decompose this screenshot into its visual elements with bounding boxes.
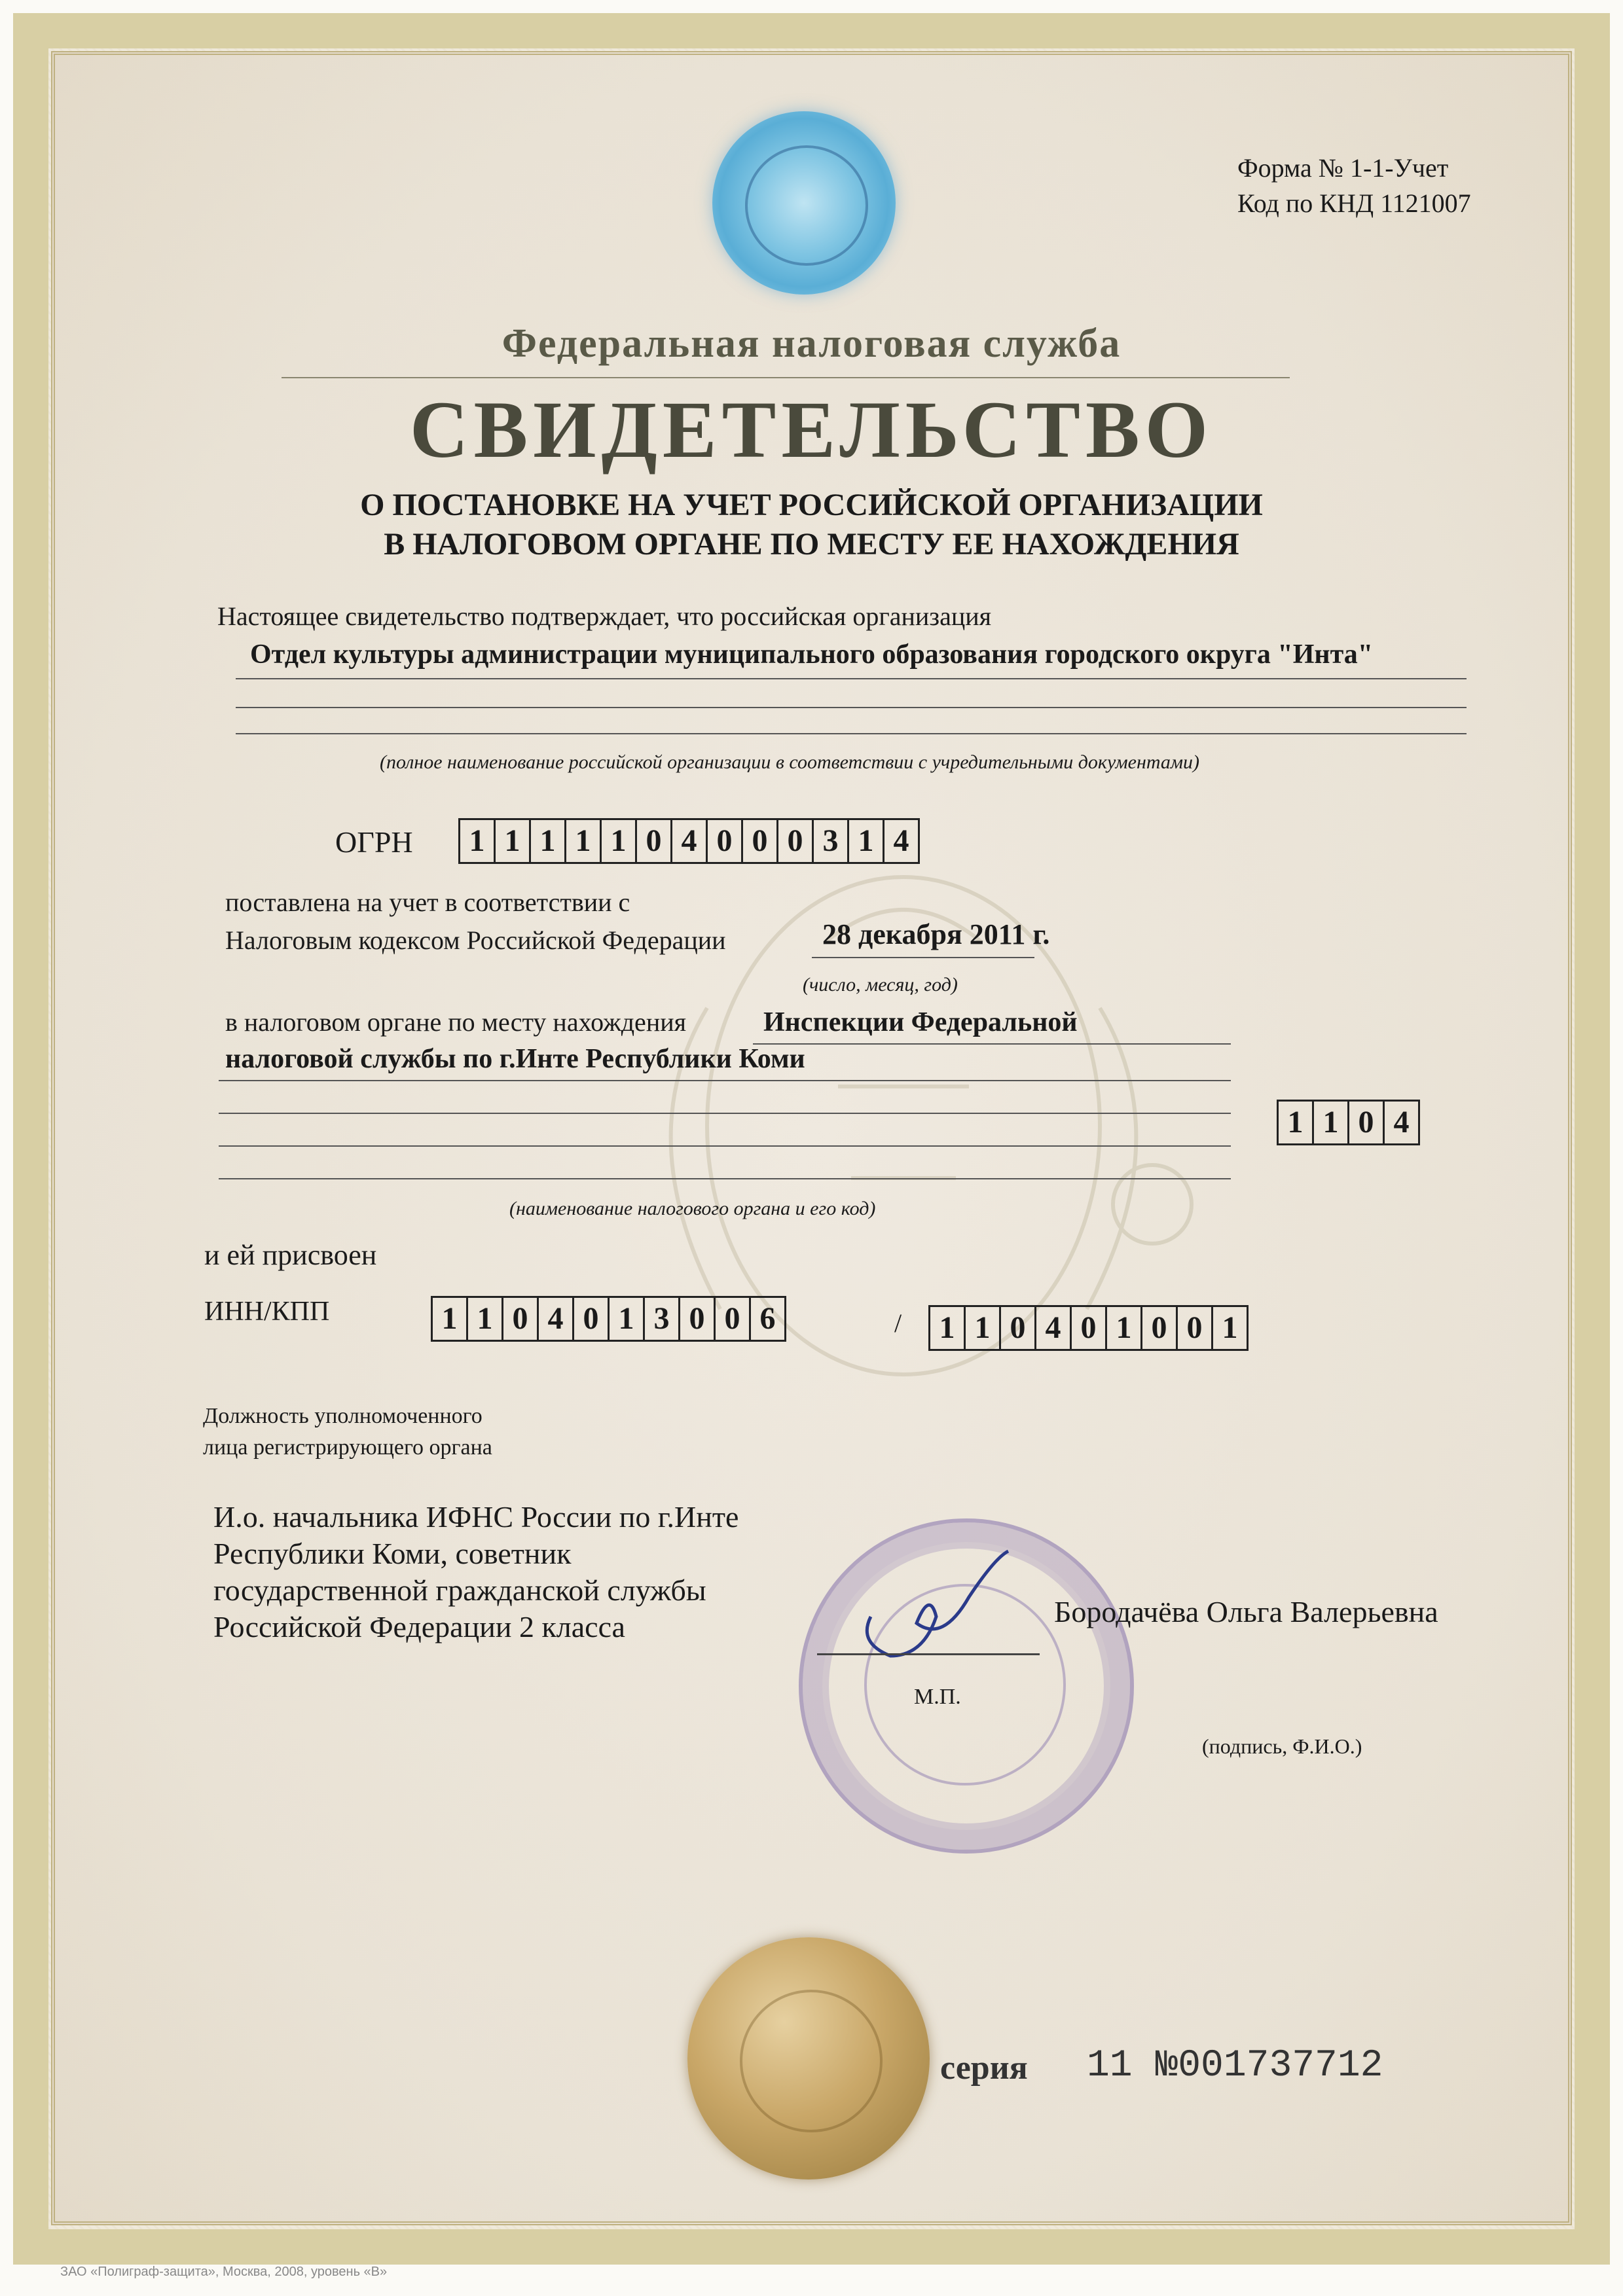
kpp-digit: 1 <box>966 1307 1001 1349</box>
form-number: Форма № 1-1-Учет Код по КНД 1121007 <box>1237 153 1471 218</box>
kpp-digit: 1 <box>1107 1307 1142 1349</box>
date-caption: (число, месяц, год) <box>803 974 958 996</box>
registration-date: 28 декабря 2011 г. <box>822 918 1050 950</box>
ogrn-digit: 1 <box>496 820 531 862</box>
kpp-digit: 0 <box>1178 1307 1213 1349</box>
organization-name: Отдел культуры администрации муниципального образования городского округа "Инта" <box>250 639 1374 670</box>
intro-text: Настоящее свидетельство подтверждает, что российская организация <box>217 601 992 631</box>
tax-office-code-digit: 1 <box>1314 1102 1349 1143</box>
ogrn-digit: 0 <box>637 820 672 862</box>
ogrn-digit: 1 <box>531 820 566 862</box>
seal-eagle-icon <box>740 1990 883 2132</box>
ogrn-digit: 0 <box>778 820 814 862</box>
official-position: И.о. начальника ИФНС России по г.Инте Республики Коми, советник государственной гражданской службы Российской Федерации 2 класса <box>213 1500 739 1643</box>
tax-office-code-digit: 4 <box>1393 1105 1410 1139</box>
inn-digit: 0 <box>574 1298 610 1340</box>
inn-digit: 1 <box>433 1298 468 1340</box>
signature-line <box>817 1653 1040 1655</box>
ogrn-digit: 3 <box>814 820 849 862</box>
ogrn-digit: 4 <box>672 820 708 862</box>
kpp-digit: 1 <box>930 1307 966 1349</box>
kpp-digit: 1 <box>1222 1310 1238 1345</box>
underline <box>236 733 1467 734</box>
inn-value <box>431 1296 786 1342</box>
document-title: СВИДЕТЕЛЬСТВО <box>409 385 1214 475</box>
seal-place-label: М.П. <box>914 1685 961 1709</box>
underline <box>236 678 1467 679</box>
signature-caption: (подпись, Ф.И.О.) <box>1202 1734 1362 1758</box>
inn-digit: 0 <box>503 1298 539 1340</box>
inn-kpp-separator: / <box>894 1308 902 1338</box>
official-name: Бородачёва Ольга Валерьевна <box>1054 1595 1438 1628</box>
kpp-digit: 0 <box>1072 1307 1107 1349</box>
underline <box>219 1080 1231 1081</box>
assigned-text: и ей присвоен <box>204 1239 377 1271</box>
underline <box>753 1043 1231 1045</box>
tax-office-name-line1: Инспекции Федеральной <box>763 1007 1078 1037</box>
kpp-value <box>928 1305 1249 1351</box>
kpp-digit: 0 <box>1142 1307 1178 1349</box>
inn-digit: 3 <box>645 1298 680 1340</box>
kpp-digit: 0 <box>1001 1307 1036 1349</box>
ogrn-label: ОГРН <box>335 825 413 859</box>
inn-digit: 1 <box>610 1298 645 1340</box>
hologram-eagle-icon <box>745 145 868 266</box>
issuing-authority: Федеральная налоговая служба <box>501 321 1122 366</box>
ogrn-digit: 1 <box>602 820 637 862</box>
underline <box>236 707 1467 708</box>
ogrn-digit: 0 <box>743 820 778 862</box>
inn-digit: 0 <box>680 1298 716 1340</box>
underline <box>219 1113 1231 1114</box>
printer-imprint: ЗАО «Полиграф-защита», Москва, 2008, уровень «В» <box>60 2265 388 2279</box>
ogrn-digit: 0 <box>708 820 743 862</box>
header-divider <box>282 377 1290 378</box>
tax-office-caption: (наименование налогового органа и его код) <box>509 1198 876 1219</box>
registration-text: поставлена на учет в соответствии с Налоговым кодексом Российской Федерации <box>225 888 726 955</box>
series-label: серия <box>940 2049 1028 2087</box>
underline <box>219 1145 1231 1147</box>
inn-kpp-label: ИНН/КПП <box>204 1297 330 1327</box>
ogrn-digit: 1 <box>460 820 496 862</box>
org-caption: (полное наименование российской организации в соответствии с учредительными документами) <box>380 751 1200 773</box>
kpp-digit: 4 <box>1036 1307 1072 1349</box>
tax-office-code-digit: 0 <box>1349 1102 1385 1143</box>
ogrn-digit: 1 <box>566 820 602 862</box>
ogrn-digit: 4 <box>893 823 909 858</box>
tax-office-code <box>1277 1100 1420 1145</box>
tax-office-lead: в налоговом органе по месту нахождения <box>225 1007 687 1037</box>
official-role-label: Должность уполномоченного лица регистрирующего органа <box>203 1404 492 1460</box>
inn-digit: 1 <box>468 1298 503 1340</box>
inn-digit: 4 <box>539 1298 574 1340</box>
underline <box>812 957 1034 958</box>
tax-office-name-line2: налоговой службы по г.Инте Республики Коми <box>225 1044 805 1074</box>
serial-number: 11 №001737712 <box>1087 2045 1383 2087</box>
tax-office-code-digit: 1 <box>1279 1102 1314 1143</box>
inn-digit: 6 <box>759 1301 776 1336</box>
ogrn-digit: 1 <box>849 820 884 862</box>
inn-digit: 0 <box>716 1298 751 1340</box>
handwritten-signature <box>851 1545 1048 1676</box>
underline <box>219 1178 1231 1179</box>
document-subtitle: О ПОСТАНОВКЕ НА УЧЕТ РОССИЙСКОЙ ОРГАНИЗАЦИИ В НАЛОГОВОМ ОРГАНЕ ПО МЕСТУ ЕЕ НАХОЖДЕНИЯ <box>360 488 1263 562</box>
ogrn-value <box>458 818 920 864</box>
